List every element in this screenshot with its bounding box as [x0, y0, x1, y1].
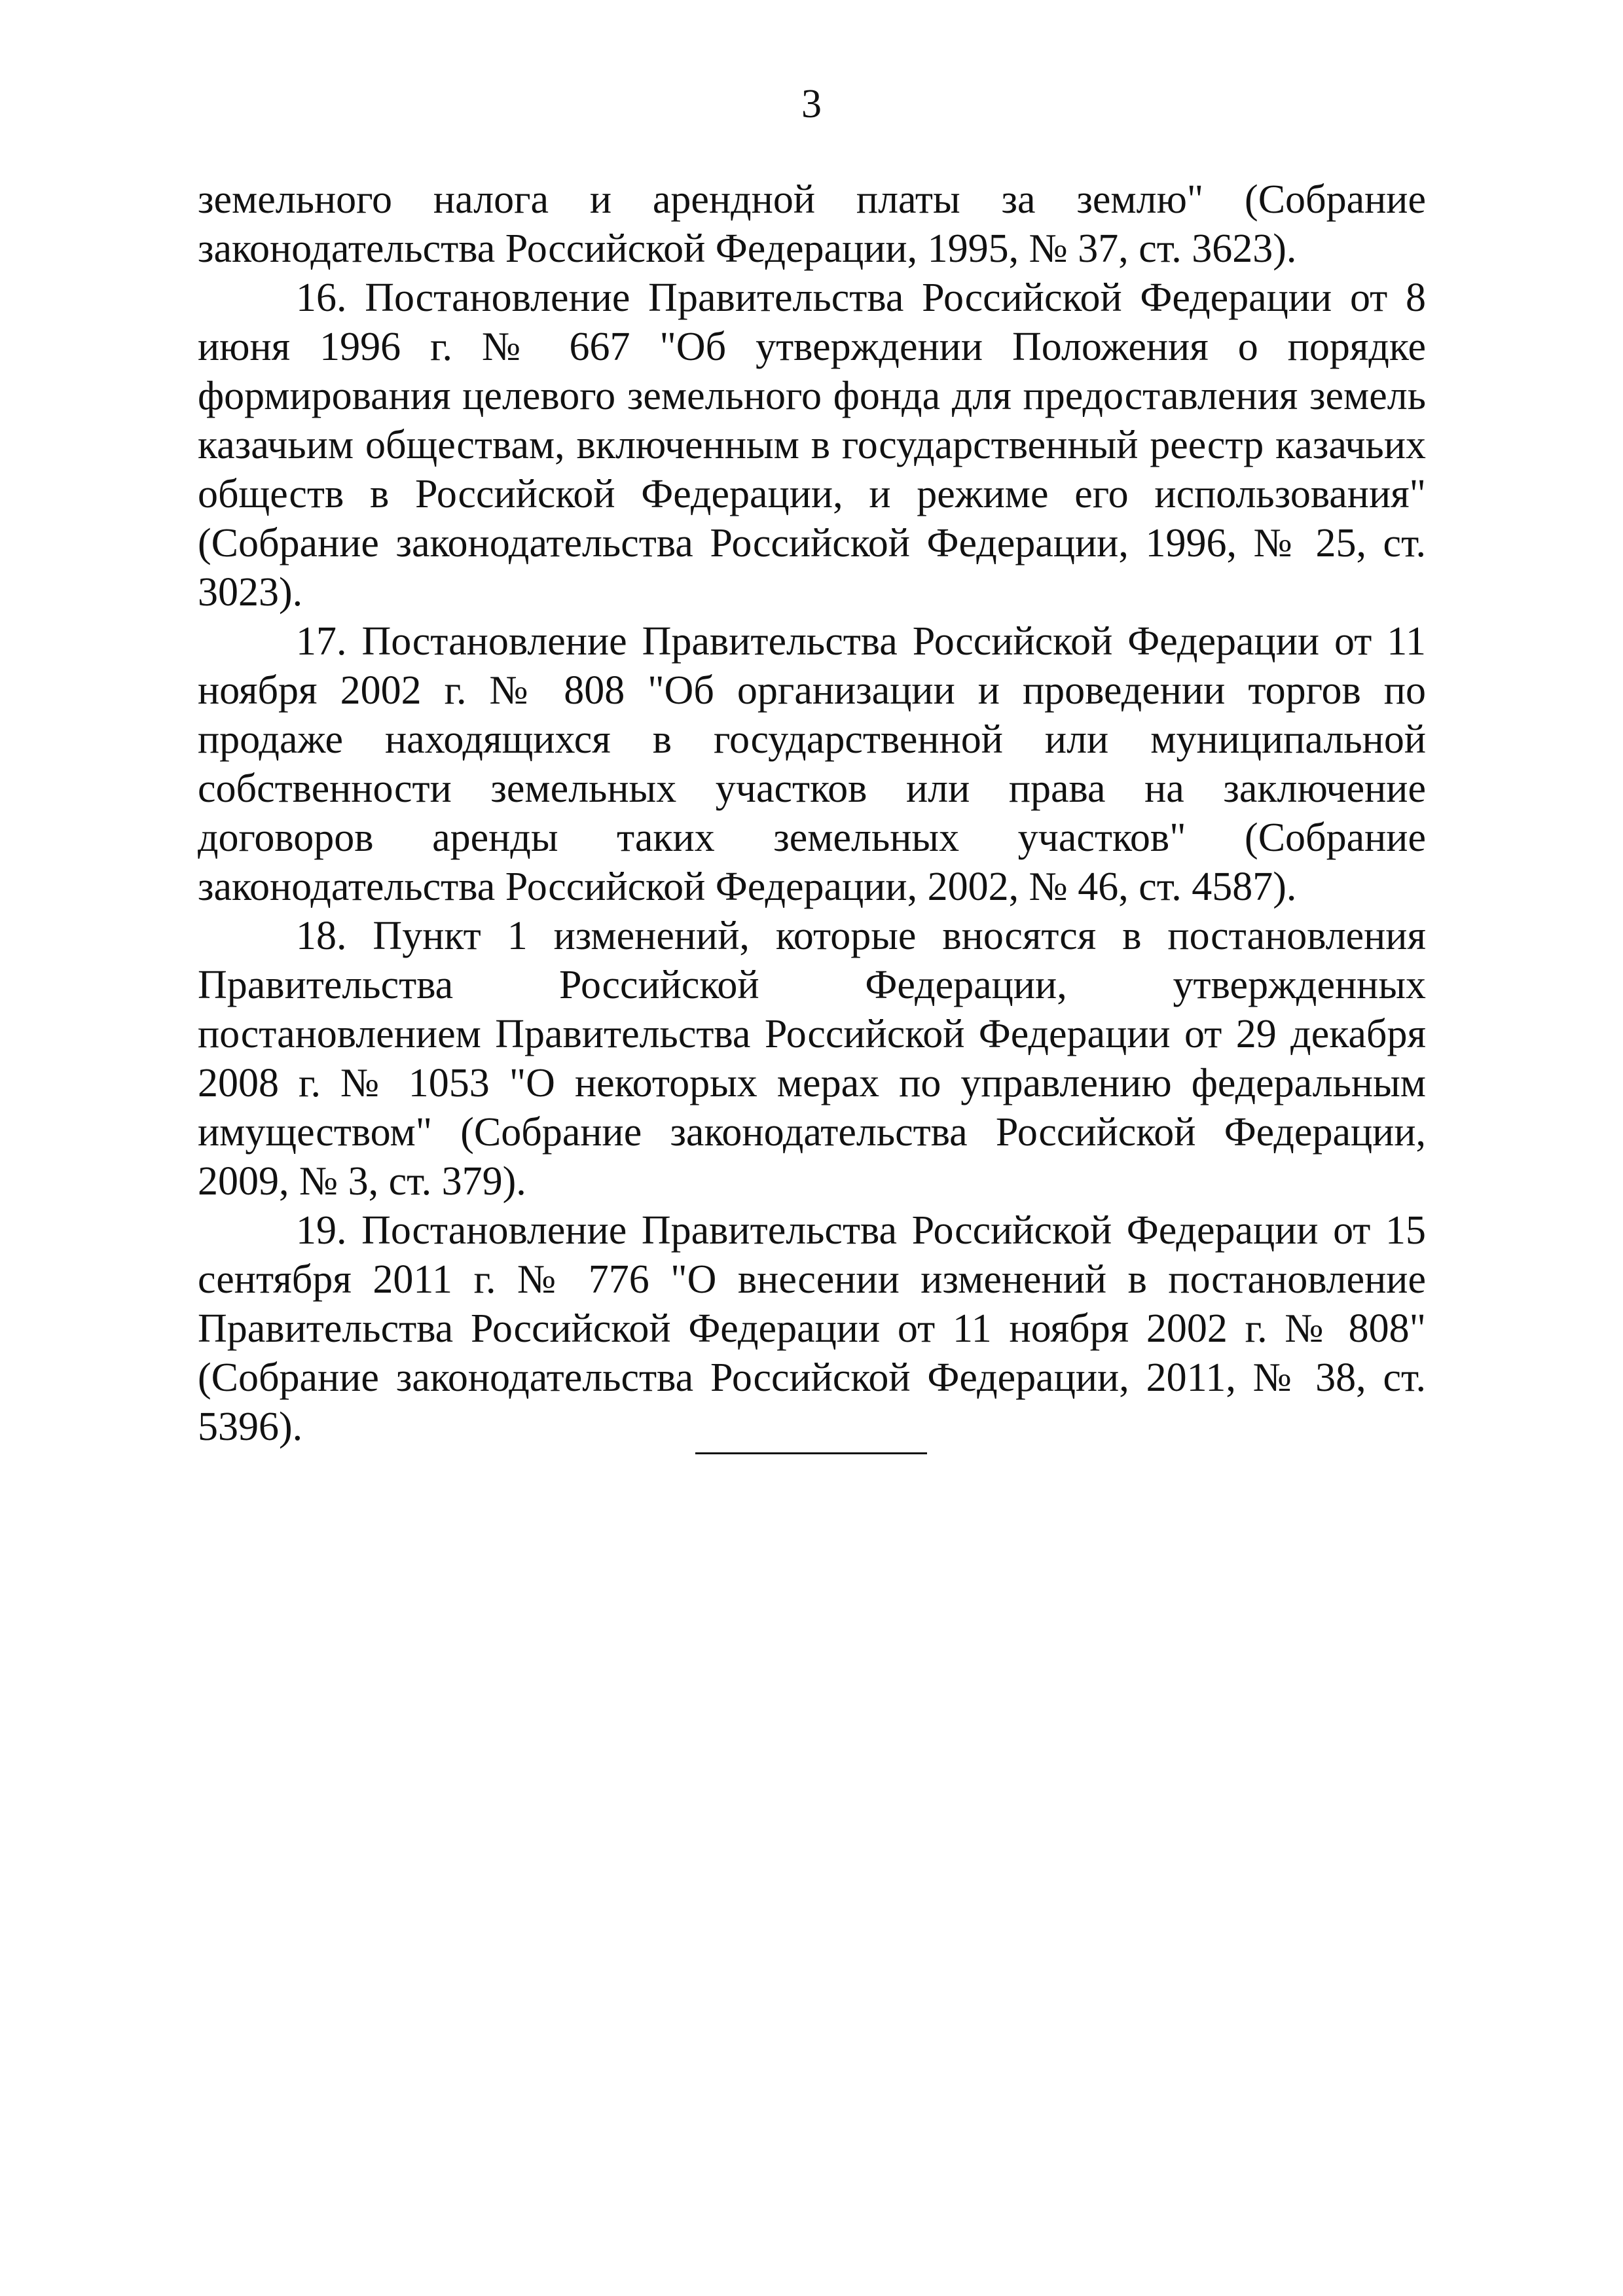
end-of-document-rule	[695, 1452, 927, 1454]
list-item-18: 18. Пункт 1 изменений, которые вносятся в постановления Правительства Российской Федерации, утвержденных постановлением Правительства Российской Федерации от 29 декабря 2008 г. № 1053 "О некоторых мерах по управлению федеральным имуществом" (Собрание законодательства Российской Федерации, 2009, № 3, ст. 379).	[198, 914, 1426, 1204]
list-item-17: 17. Постановление Правительства Российской Федерации от 11 ноября 2002 г. № 808 "Об организации и проведении торгов по продаже находящихся в государственной или муниципальной собственности земельных участков или права на заключение договоров аренды таких земельных участков" (Собрание законодательства Российской Федерации, 2002, № 46, ст. 4587).	[198, 619, 1426, 909]
list-item-16: 16. Постановление Правительства Российской Федерации от 8 июня 1996 г. № 667 "Об утверждении Положения о порядке формирования целевого земельного фонда для предоставления земель казачьим обществам, включенным в государственный реестр казачьих обществ в Российской Федерации, и режиме его использования" (Собрание законодательства Российской Федерации, 1996, № 25, ст. 3023).	[198, 276, 1426, 615]
list-item-19: 19. Постановление Правительства Российской Федерации от 15 сентября 2011 г. № 776 "О внесении изменений в постановление Правительства Российской Федерации от 11 ноября 2002 г. № 808" (Собрание законодательства Российской Федерации, 2011, № 38, ст. 5396).	[198, 1208, 1426, 1449]
page-number: 3	[801, 82, 822, 126]
paragraph-continuation: земельного налога и арендной платы за землю" (Собрание законодательства Российской Федерации, 1995, № 37, ст. 3623).	[198, 177, 1426, 271]
document-body	[198, 175, 1426, 1452]
